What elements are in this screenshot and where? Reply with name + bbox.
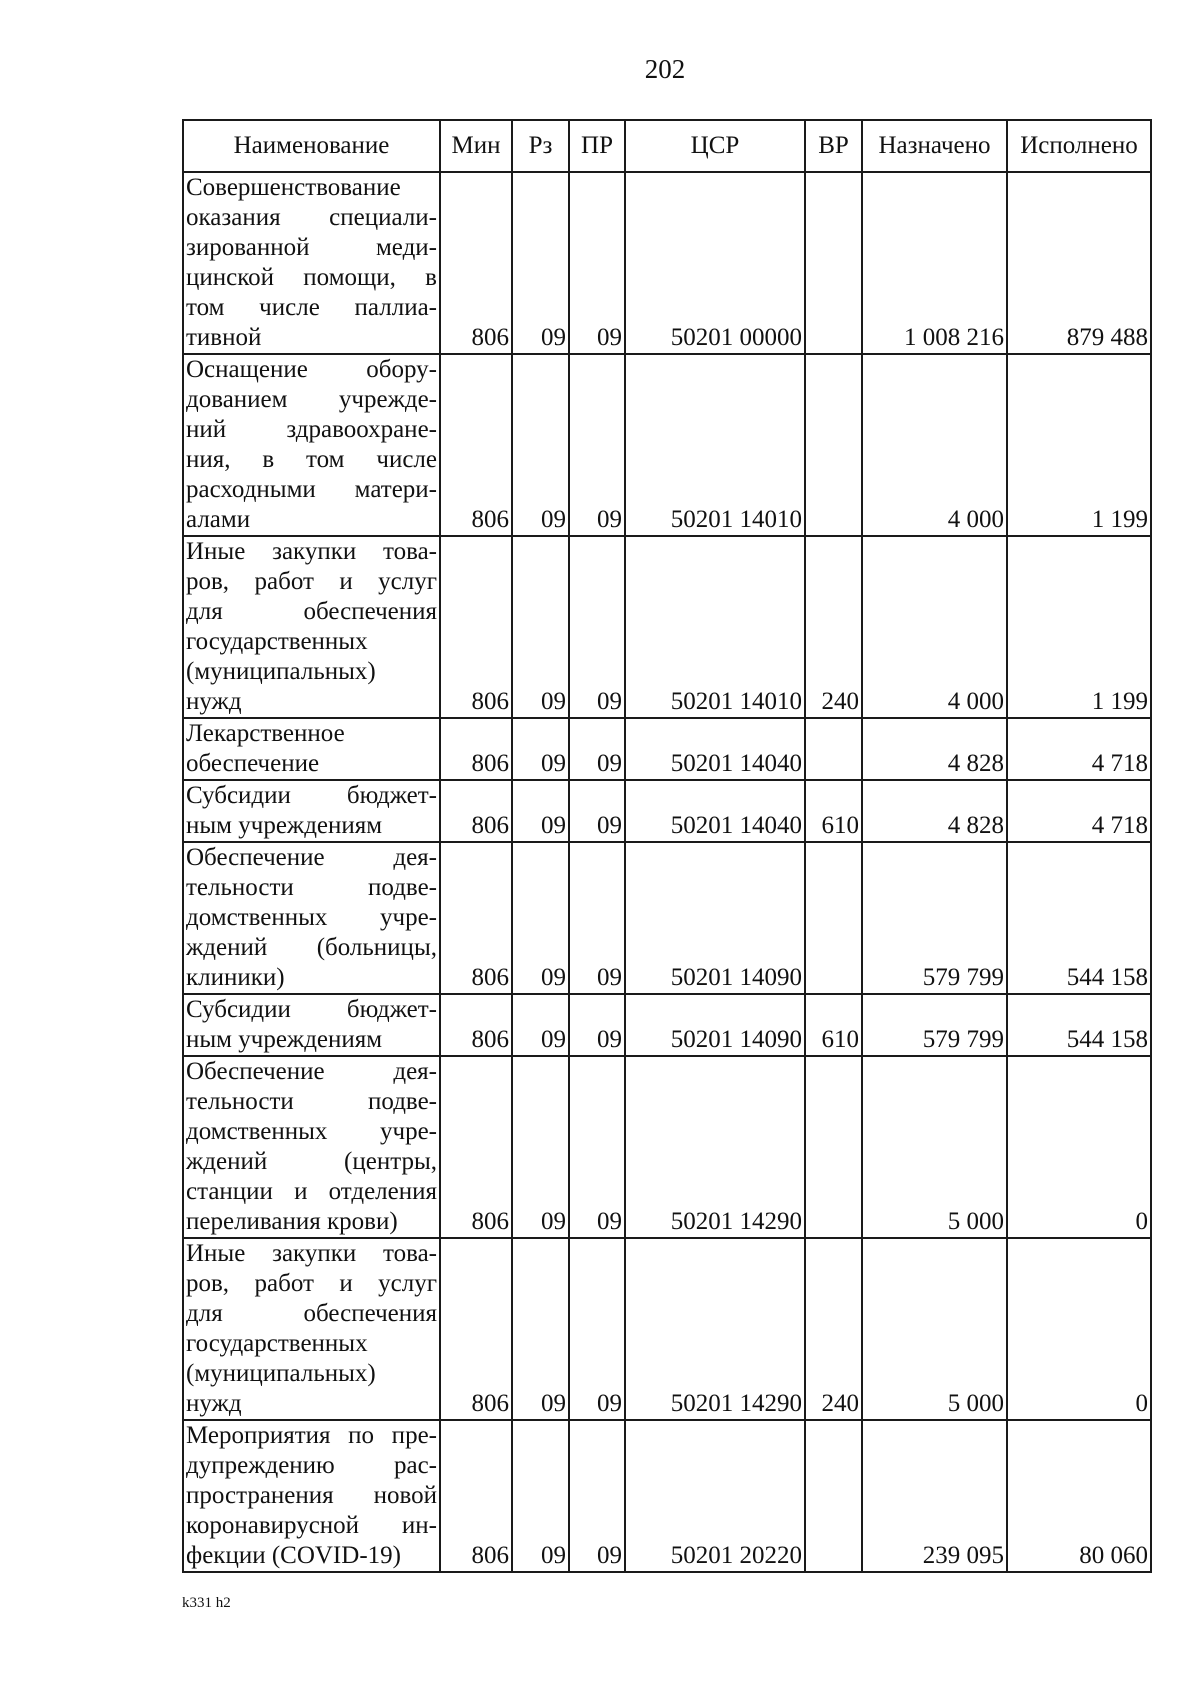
cell-csr: 50201 14040 xyxy=(625,718,805,780)
name-line: Совершенствование xyxy=(186,174,401,201)
cell-executed: 4 718 xyxy=(1007,718,1151,780)
budget-table xyxy=(182,119,1152,1573)
table-row xyxy=(183,1420,1151,1572)
header-name: Наименование xyxy=(183,120,440,172)
header-vr: ВР xyxy=(805,120,862,172)
name-line: обеспечение xyxy=(186,750,320,777)
name-line: ров, работ и услуг xyxy=(186,568,437,595)
cell-name xyxy=(183,780,440,842)
name-line: для обеспечения xyxy=(186,1300,437,1327)
name-line: ждений (центры, xyxy=(186,1148,437,1175)
cell-pr: 09 xyxy=(569,536,625,718)
table-row xyxy=(183,718,1151,780)
cell-pr: 09 xyxy=(569,994,625,1056)
cell-rz: 09 xyxy=(512,842,569,994)
cell-name xyxy=(183,354,440,536)
cell-assigned: 239 095 xyxy=(862,1420,1007,1572)
name-line: домственных учре- xyxy=(186,904,437,931)
name-line: дованием учрежде- xyxy=(186,386,437,413)
table-body xyxy=(183,172,1151,1572)
cell-assigned: 5 000 xyxy=(862,1238,1007,1420)
name-line: тельности подве- xyxy=(186,1088,437,1115)
cell-min: 806 xyxy=(440,1420,512,1572)
cell-vr xyxy=(805,718,862,780)
cell-name xyxy=(183,172,440,354)
name-line: цинской помощи, в xyxy=(186,264,437,291)
cell-vr: 240 xyxy=(805,536,862,718)
cell-pr: 09 xyxy=(569,1238,625,1420)
cell-min: 806 xyxy=(440,354,512,536)
name-line: станции и отделения xyxy=(186,1178,437,1205)
name-line: расходными матери- xyxy=(186,476,437,503)
cell-assigned: 4 000 xyxy=(862,354,1007,536)
page-number: 202 xyxy=(644,54,686,84)
cell-csr: 50201 14290 xyxy=(625,1056,805,1238)
cell-min: 806 xyxy=(440,1238,512,1420)
cell-executed: 0 xyxy=(1007,1238,1151,1420)
cell-name xyxy=(183,1238,440,1420)
cell-assigned: 5 000 xyxy=(862,1056,1007,1238)
cell-rz: 09 xyxy=(512,1056,569,1238)
cell-min: 806 xyxy=(440,994,512,1056)
cell-csr: 50201 00000 xyxy=(625,172,805,354)
name-line: ний здравоохране- xyxy=(186,416,437,443)
header-rz: Рз xyxy=(512,120,569,172)
name-line: нужд xyxy=(186,688,242,715)
name-line: том числе паллиа- xyxy=(186,294,437,321)
table-row xyxy=(183,780,1151,842)
name-line: Обеспечение дея- xyxy=(186,844,437,871)
cell-name xyxy=(183,718,440,780)
name-line: (муниципальных) xyxy=(186,1360,376,1387)
table-header-row xyxy=(183,120,1151,172)
cell-rz: 09 xyxy=(512,718,569,780)
cell-assigned: 1 008 216 xyxy=(862,172,1007,354)
cell-min: 806 xyxy=(440,718,512,780)
cell-csr: 50201 14090 xyxy=(625,994,805,1056)
name-line: нужд xyxy=(186,1390,242,1417)
name-line: Иные закупки това- xyxy=(186,538,437,565)
cell-rz: 09 xyxy=(512,994,569,1056)
cell-min: 806 xyxy=(440,536,512,718)
footer-code: k331 h2 xyxy=(182,1595,231,1611)
cell-executed: 544 158 xyxy=(1007,994,1151,1056)
name-line: фекции (COVID-19) xyxy=(186,1542,401,1569)
name-line: ным учреждениям xyxy=(186,812,383,839)
name-line: Субсидии бюджет- xyxy=(186,996,437,1023)
table-row xyxy=(183,1056,1151,1238)
name-line: зированной меди- xyxy=(186,234,437,261)
cell-executed: 0 xyxy=(1007,1056,1151,1238)
name-line: Иные закупки това- xyxy=(186,1240,437,1267)
cell-pr: 09 xyxy=(569,718,625,780)
cell-rz: 09 xyxy=(512,1238,569,1420)
table-row xyxy=(183,1238,1151,1420)
cell-pr: 09 xyxy=(569,1056,625,1238)
cell-rz: 09 xyxy=(512,354,569,536)
header-pr: ПР xyxy=(569,120,625,172)
cell-min: 806 xyxy=(440,1056,512,1238)
name-line: для обеспечения xyxy=(186,598,437,625)
table-row xyxy=(183,172,1151,354)
table-row xyxy=(183,354,1151,536)
cell-csr: 50201 14090 xyxy=(625,842,805,994)
table-row xyxy=(183,536,1151,718)
name-line: оказания специали- xyxy=(186,204,437,231)
cell-name xyxy=(183,1420,440,1572)
cell-csr: 50201 14010 xyxy=(625,354,805,536)
cell-assigned: 579 799 xyxy=(862,994,1007,1056)
name-line: Обеспечение дея- xyxy=(186,1058,437,1085)
cell-executed: 80 060 xyxy=(1007,1420,1151,1572)
cell-min: 806 xyxy=(440,780,512,842)
cell-executed: 1 199 xyxy=(1007,354,1151,536)
cell-executed: 879 488 xyxy=(1007,172,1151,354)
cell-vr: 610 xyxy=(805,994,862,1056)
cell-vr xyxy=(805,354,862,536)
name-line: дупреждению рас- xyxy=(186,1452,437,1479)
name-line: алами xyxy=(186,506,251,533)
name-line: Лекарственное xyxy=(186,720,345,747)
cell-pr: 09 xyxy=(569,842,625,994)
cell-csr: 50201 14010 xyxy=(625,536,805,718)
cell-csr: 50201 14040 xyxy=(625,780,805,842)
cell-name xyxy=(183,536,440,718)
name-line: Оснащение обору- xyxy=(186,356,437,383)
cell-rz: 09 xyxy=(512,536,569,718)
cell-vr xyxy=(805,172,862,354)
name-line: ров, работ и услуг xyxy=(186,1270,437,1297)
cell-executed: 1 199 xyxy=(1007,536,1151,718)
header-executed: Исполнено xyxy=(1007,120,1151,172)
name-line: (муниципальных) xyxy=(186,658,376,685)
cell-name xyxy=(183,842,440,994)
cell-rz: 09 xyxy=(512,172,569,354)
name-line: государственных xyxy=(186,628,368,655)
cell-vr: 240 xyxy=(805,1238,862,1420)
name-line: переливания крови) xyxy=(186,1208,398,1235)
name-line: тивной xyxy=(186,324,262,351)
cell-csr: 50201 14290 xyxy=(625,1238,805,1420)
cell-vr xyxy=(805,842,862,994)
name-line: государственных xyxy=(186,1330,368,1357)
cell-pr: 09 xyxy=(569,1420,625,1572)
cell-min: 806 xyxy=(440,172,512,354)
table-row xyxy=(183,842,1151,994)
cell-vr xyxy=(805,1056,862,1238)
cell-csr: 50201 20220 xyxy=(625,1420,805,1572)
header-assigned: Назначено xyxy=(862,120,1007,172)
cell-pr: 09 xyxy=(569,354,625,536)
cell-executed: 4 718 xyxy=(1007,780,1151,842)
name-line: тельности подве- xyxy=(186,874,437,901)
name-line: ния, в том числе xyxy=(186,446,437,473)
cell-assigned: 4 828 xyxy=(862,718,1007,780)
cell-min: 806 xyxy=(440,842,512,994)
name-line: Субсидии бюджет- xyxy=(186,782,437,809)
cell-vr: 610 xyxy=(805,780,862,842)
cell-assigned: 579 799 xyxy=(862,842,1007,994)
cell-vr xyxy=(805,1420,862,1572)
header-csr: ЦСР xyxy=(625,120,805,172)
table-row xyxy=(183,994,1151,1056)
name-line: ным учреждениям xyxy=(186,1026,383,1053)
cell-name xyxy=(183,1056,440,1238)
name-line: пространения новой xyxy=(186,1482,437,1509)
cell-assigned: 4 828 xyxy=(862,780,1007,842)
name-line: коронавирусной ин- xyxy=(186,1512,437,1539)
name-line: ждений (больницы, xyxy=(186,934,437,961)
name-line: домственных учре- xyxy=(186,1118,437,1145)
cell-rz: 09 xyxy=(512,780,569,842)
cell-executed: 544 158 xyxy=(1007,842,1151,994)
cell-assigned: 4 000 xyxy=(862,536,1007,718)
cell-pr: 09 xyxy=(569,780,625,842)
cell-pr: 09 xyxy=(569,172,625,354)
name-line: Мероприятия по пре- xyxy=(186,1422,437,1449)
cell-rz: 09 xyxy=(512,1420,569,1572)
header-min: Мин xyxy=(440,120,512,172)
cell-name xyxy=(183,994,440,1056)
name-line: клиники) xyxy=(186,964,285,991)
